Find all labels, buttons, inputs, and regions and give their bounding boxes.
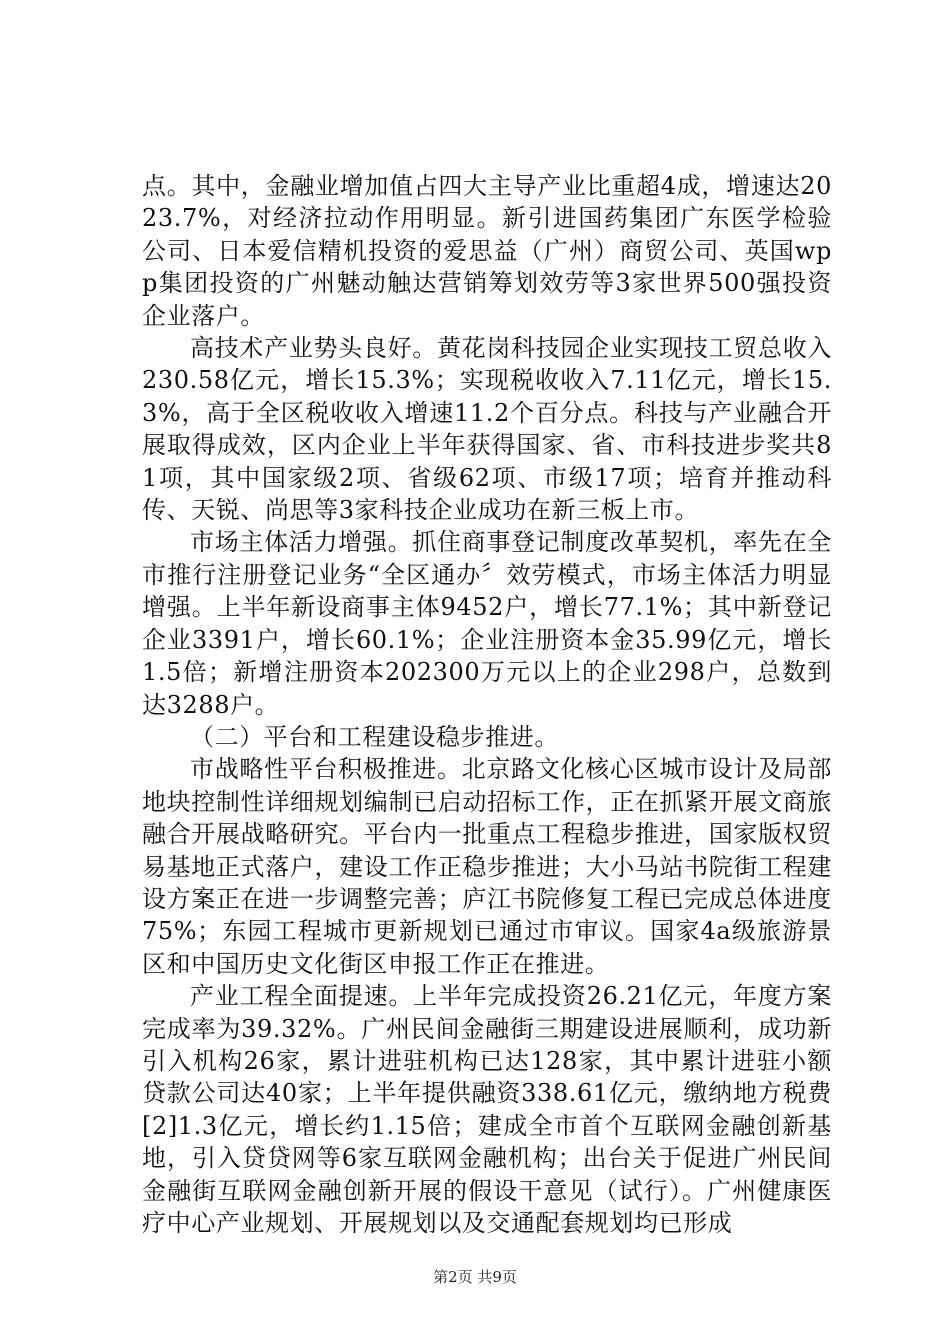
section-heading: （二）平台和工程建设稳步推进。	[190, 722, 559, 751]
page-footer: 第2页 共9页	[433, 1268, 517, 1286]
paragraph-continuation: 点。其中，金融业增加值占四大主导产业比重超4成，增速达2023.7%，对经济拉动作用明显。新引进国药集团广东医学检验公司、日本爱信精机投资的爱思益（广州）商贸公司、英国wpp集团投资的广州魅动触达营销筹划效劳等3家世界500强投资企业落户。	[142, 172, 832, 330]
paragraph-industry-projects: 产业工程全面提速。上半年完成投资26.21亿元，年度方案完成率为39.32%。广州民间金融街三期建设进展顺利，成功新引入机构26家，累计进驻机构已达128家，其中累计进驻小额贷款公司达40家；上半年提供融资338.61亿元，缴纳地方税费[2]1.3亿元，增长约1.15倍；建成全市首个互联网金融创新基地，引入贷贷网等6家互联网金融机构；出台关于促进广州民间金融街互联网金融创新开展的假设干意见（试行）。广州健康医疗中心产业规划、开展规划以及交通配套规划均已形成	[142, 982, 832, 1237]
paragraph-high-tech-industry: 高技术产业势头良好。黄花岗科技园企业实现技工贸总收入230.58亿元，增长15.3%；实现税收收入7.11亿元，增长15.3%，高于全区税收收入增速11.2个百分点。科技与产业融合开展取得成效，区内企业上半年获得国家、省、市科技进步奖共81项，其中国家级2项、省级62项、市级17项；培育并推动科传、天锐、尚思等3家科技企业成功在新三板上市。	[142, 334, 832, 525]
document-body	[142, 170, 832, 1239]
paragraph-market-vitality: 市场主体活力增强。抓住商事登记制度改革契机，率先在全市推行注册登记业务“全区通办〞效劳模式，市场主体活力明显增强。上半年新设商事主体9452户，增长77.1%；其中新登记企业3391户，增长60.1%；企业注册资本金35.99亿元，增长1.5倍；新增注册资本202300万元以上的企业298户，总数到达3288户。	[142, 528, 832, 719]
paragraph-strategic-platform: 市战略性平台积极推进。北京路文化核心区城市设计及局部地块控制性详细规划编制已启动招标工作，正在抓紧开展文商旅融合开展战略研究。平台内一批重点工程稳步推进，国家版权贸易基地正式落户，建设工作正稳步推进；大小马站书院街工程建设方案正在进一步调整完善；庐江书院修复工程已完成总体进度75%；东园工程城市更新规划已通过市审议。国家4a级旅游景区和中国历史文化街区申报工作正在推进。	[142, 755, 832, 978]
